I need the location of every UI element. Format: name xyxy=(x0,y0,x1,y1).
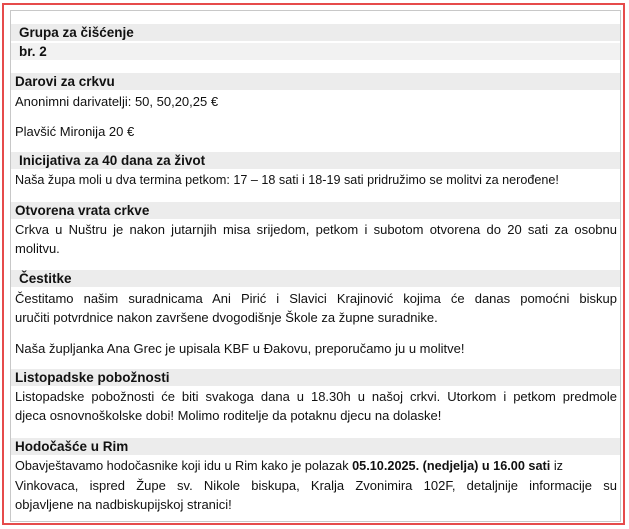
section-title-inicijativa: Inicijativa za 40 dana za život xyxy=(11,152,620,169)
section-title-vrata: Otvorena vrata crkve xyxy=(11,202,620,219)
grupa-value: br. 2 xyxy=(11,43,620,60)
cestitke-line-1: Čestitamo našim suradnicama Ani Pirić i Slavici Krajinović kojima će danas pomoćni biskup xyxy=(15,291,617,306)
section-title-darovi: Darovi za crkvu xyxy=(11,73,620,90)
section-title-grupa: Grupa za čišćenje xyxy=(11,24,620,41)
notice-frame xyxy=(2,3,625,525)
section-title-rim: Hodočašće u Rim xyxy=(11,438,620,455)
vrata-line-2: molitvu. xyxy=(15,241,60,256)
rim-line-3: objavljene na nadbiskupijskoj stranici! xyxy=(15,497,232,512)
inicijativa-text: Naša župa moli u dva termina petkom: 17 – 18 sati i 18-19 sati pridružimo se molitvi za nerođene! xyxy=(15,173,559,187)
rim-line-1-post: iz xyxy=(550,459,563,473)
darovi-line-2: Plavšić Mironija 20 € xyxy=(15,124,135,139)
cestitke-line-2: uručiti potvrdnice nakon završene dvogodišnje Škole za župne suradnike. xyxy=(15,310,438,325)
cestitke-line-3: Naša župljanka Ana Grec je upisala KBF u Đakovu, preporučamo ju u molitve! xyxy=(15,341,465,356)
rim-line-2: Vinkovaca, ispred Župe sv. Nikole biskupa, Kralja Zvonimira 102F, detaljnije informacije su xyxy=(15,478,617,493)
notice-content xyxy=(10,10,621,522)
darovi-line-1: Anonimni darivatelji: 50, 50,20,25 € xyxy=(15,94,219,109)
poboznosti-line-2: djeca osnovnoškolske dobi! Molimo roditelje da potaknu djecu na dolaske! xyxy=(15,408,442,423)
section-title-poboznosti: Listopadske pobožnosti xyxy=(11,369,620,386)
rim-line-1-pre: Obavještavamo hodočasnike koji idu u Rim kako je polazak xyxy=(15,459,353,473)
section-title-cestitke: Čestitke xyxy=(11,270,620,287)
poboznosti-line-1: Listopadske pobožnosti će biti svakoga dana u 18.30h u našoj crkvi. Utorkom i petkom predmole xyxy=(15,389,617,404)
vrata-line-1: Crkva u Nuštru je nakon jutarnjih misa srijedom, petkom i subotom otvorena do 20 sati za osobnu xyxy=(15,222,617,237)
rim-line-1 xyxy=(15,458,617,475)
rim-departure-datetime: 05.10.2025. (nedjelja) u 16.00 sati xyxy=(352,459,551,473)
